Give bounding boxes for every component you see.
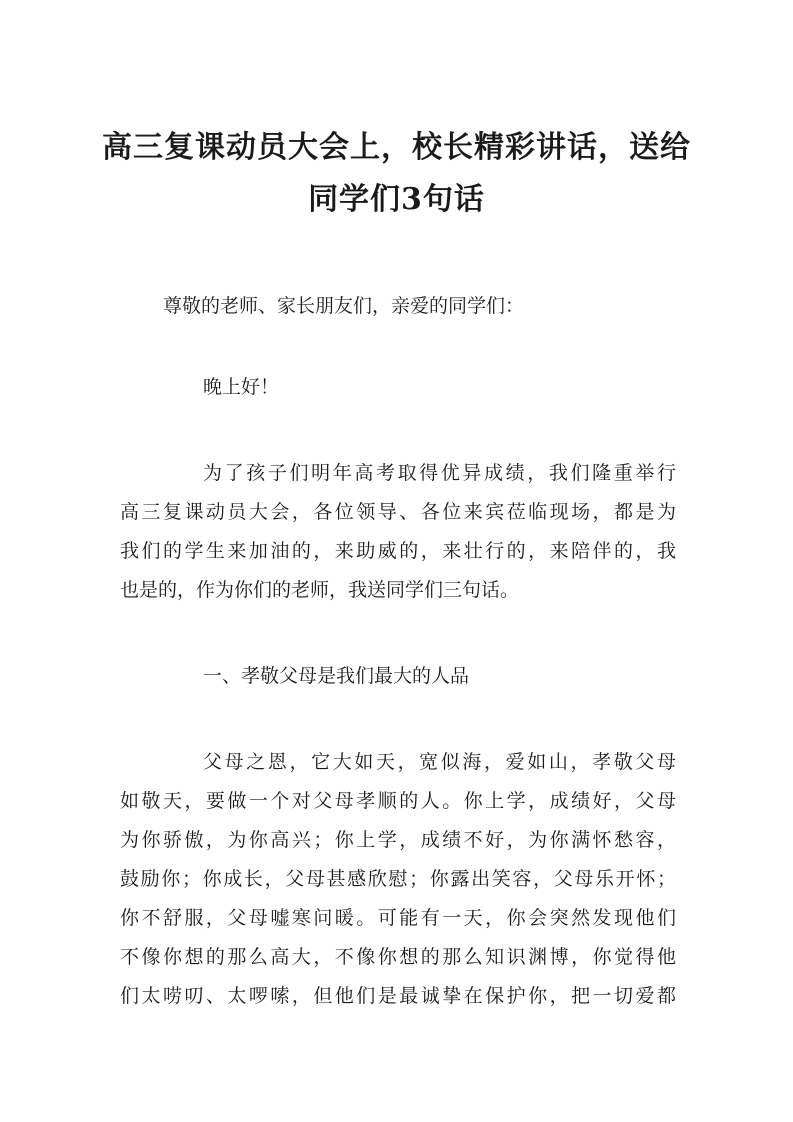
title-line-2: 同学们3句话 bbox=[308, 182, 485, 217]
document-title bbox=[100, 122, 693, 226]
paragraph-2-line-6: 不像你想的那么高大，不像你想的那么知识渊博，你觉得他 bbox=[120, 946, 676, 968]
paragraph-1-line-3: 我们的学生来加油的，来助威的，来壮行的，来陪伴的，我 bbox=[120, 540, 676, 562]
paragraph-2-line-5: 你不舒服，父母嘘寒问暖。可能有一天，你会突然发现他们 bbox=[120, 907, 676, 929]
section-heading-1: 一、孝敬父母是我们最大的人品 bbox=[203, 665, 470, 687]
paragraph-2 bbox=[120, 743, 676, 1016]
paragraph-2-line-1: 父母之恩，它大如天，宽似海，爱如山，孝敬父母 bbox=[203, 751, 676, 773]
salutation: 尊敬的老师、家长朋友们，亲爱的同学们： bbox=[163, 295, 525, 317]
paragraph-2-line-2: 如敬天，要做一个对父母孝顺的人。你上学，成绩好，父母 bbox=[120, 790, 676, 812]
paragraph-1-line-1: 为了孩子们明年高考取得优异成绩，我们隆重举行 bbox=[203, 462, 676, 484]
paragraph-1 bbox=[120, 454, 676, 610]
paragraph-2-line-3: 为你骄傲，为你高兴；你上学，成绩不好，为你满怀愁容， bbox=[120, 829, 676, 851]
paragraph-1-line-4: 也是的，作为你们的老师，我送同学们三句话。 bbox=[120, 579, 520, 601]
greeting: 晚上好！ bbox=[203, 376, 280, 398]
paragraph-2-line-7: 们太唠叨、太啰嗦，但他们是最诚挚在保护你，把一切爱都 bbox=[120, 985, 676, 1007]
paragraph-1-line-2: 高三复课动员大会，各位领导、各位来宾莅临现场，都是为 bbox=[120, 501, 676, 523]
paragraph-2-line-4: 鼓励你；你成长，父母甚感欣慰；你露出笑容，父母乐开怀； bbox=[120, 868, 676, 890]
title-line-1: 高三复课动员大会上，校长精彩讲话，送给 bbox=[102, 130, 691, 165]
